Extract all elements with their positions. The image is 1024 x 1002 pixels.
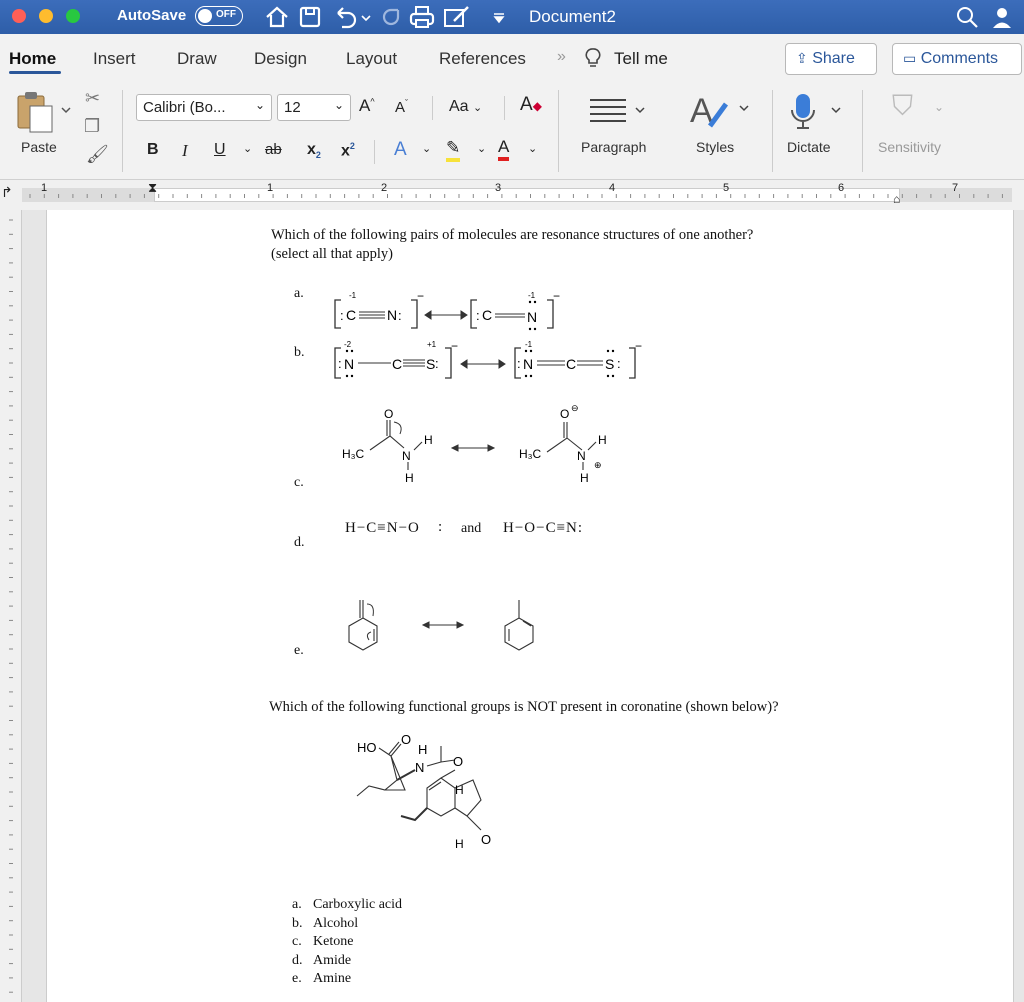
title-bar xyxy=(0,0,1024,34)
autosave-toggle[interactable]: OFF xyxy=(195,6,243,26)
atom-c: C xyxy=(346,307,357,323)
atom-c: C xyxy=(566,356,577,372)
atom-n: N xyxy=(402,449,411,463)
grow-font-icon[interactable]: A^ xyxy=(359,96,375,115)
atom-o: O xyxy=(453,754,464,769)
ion-charge: − xyxy=(451,339,459,353)
atom-h: H xyxy=(405,471,414,485)
ion-charge: − xyxy=(553,289,561,303)
italic-button[interactable]: I xyxy=(182,141,188,160)
copy-icon[interactable]: ❐ xyxy=(84,116,101,136)
lone-pair: : xyxy=(340,308,344,323)
question-2-text: Which of the following functional groups is NOT present in coronatine (shown below)? xyxy=(269,699,779,715)
document-title: Document2 xyxy=(529,7,616,26)
structure-b xyxy=(329,338,649,388)
answer-option-e[interactable]: e. Amine xyxy=(292,971,352,986)
atom-h: H xyxy=(424,433,433,447)
clear-formatting-icon[interactable]: A◆ xyxy=(520,94,542,115)
styles-icon[interactable] xyxy=(688,90,752,132)
strikethrough-button[interactable]: ab xyxy=(265,141,282,158)
question-1-instruction: (select all that apply) xyxy=(271,246,393,262)
atom-c: C xyxy=(392,356,403,372)
structure-d-and: and xyxy=(461,521,482,536)
right-indent-marker-icon[interactable]: ⌂ xyxy=(893,192,901,206)
atom-o: O xyxy=(481,832,492,847)
atom-s: S xyxy=(605,356,615,372)
print-icon[interactable] xyxy=(408,4,436,30)
customize-toolbar-icon[interactable] xyxy=(492,4,506,30)
hydroxyl-group: HO xyxy=(357,740,377,755)
ruler-number: 2 xyxy=(381,182,388,194)
vertical-ruler[interactable] xyxy=(0,210,22,1002)
ruler-number: 6 xyxy=(838,182,845,194)
structure-a xyxy=(329,286,559,338)
horizontal-ruler[interactable] xyxy=(0,180,1024,210)
tab-references[interactable]: References xyxy=(439,49,526,68)
atom-n: N xyxy=(523,356,534,372)
structure-c xyxy=(342,402,672,488)
highlight-dropdown-icon[interactable]: ⌄ xyxy=(477,143,487,155)
option-a-label: a. xyxy=(294,286,304,301)
option-e-label: e. xyxy=(294,643,304,658)
structure-d-right: H−O−C≡N: xyxy=(503,520,584,536)
coronatine-structure xyxy=(343,730,543,862)
methyl-group: H₃C xyxy=(342,447,365,461)
tab-insert[interactable]: Insert xyxy=(93,49,136,68)
redo-icon[interactable] xyxy=(378,4,404,30)
lightbulb-icon xyxy=(584,47,602,69)
svg-text::: : xyxy=(435,356,439,371)
answer-option-a[interactable]: a. Carboxylic acid xyxy=(292,897,403,912)
negative-charge: ⊖ xyxy=(571,403,579,413)
text-effects-icon[interactable]: A xyxy=(394,139,407,160)
ruler-number: 5 xyxy=(723,182,730,194)
svg-text::: : xyxy=(398,308,402,323)
highlight-icon[interactable]: ✎ xyxy=(446,138,460,162)
atom-h: H xyxy=(418,742,428,757)
font-size-select[interactable]: 12 ⌄ xyxy=(277,94,351,121)
superscript-button[interactable]: $x^2$ xyxy=(341,141,355,160)
tab-design[interactable]: Design xyxy=(254,49,307,68)
microphone-icon[interactable] xyxy=(788,90,844,132)
structure-d-lonepair: : xyxy=(438,519,443,535)
zoom-window-button[interactable] xyxy=(66,9,80,23)
indent-marker-icon[interactable]: ⧗ xyxy=(148,180,158,195)
paragraph-label[interactable]: Paragraph xyxy=(581,139,647,155)
formal-charge: -1 xyxy=(528,291,536,300)
formal-charge: -1 xyxy=(349,291,357,300)
edit-document-icon[interactable] xyxy=(442,4,472,30)
paste-icon[interactable] xyxy=(12,90,72,134)
svg-text::: : xyxy=(517,356,521,371)
search-icon[interactable] xyxy=(954,4,980,30)
atom-o: O xyxy=(401,732,412,747)
atom-n: N xyxy=(415,760,425,775)
subscript-button[interactable]: $x_2$ xyxy=(307,141,321,161)
atom-o: O xyxy=(560,407,570,421)
dictate-label[interactable]: Dictate xyxy=(787,139,831,155)
methyl-group: H₃C xyxy=(519,447,542,461)
answer-option-d[interactable]: d. Amide xyxy=(292,952,352,968)
styles-label[interactable]: Styles xyxy=(696,139,735,155)
ruler-number: 3 xyxy=(495,182,502,194)
option-b-label: b. xyxy=(294,345,305,360)
document-page[interactable] xyxy=(46,210,1014,1002)
sensitivity-dropdown-icon: ⌄ xyxy=(934,100,945,114)
atom-s: S xyxy=(426,356,436,372)
option-d-label: d. xyxy=(294,535,305,550)
atom-h: H xyxy=(455,783,464,797)
sensitivity-label: Sensitivity xyxy=(878,139,942,155)
structure-e xyxy=(333,578,553,658)
paragraph-icon[interactable] xyxy=(586,96,648,126)
format-painter-icon[interactable]: 🖌 xyxy=(86,144,109,164)
answer-option-c[interactable]: c. Ketone xyxy=(292,934,354,949)
comments-button[interactable]: ▭ Comments xyxy=(892,43,1022,75)
ribbon-tabs xyxy=(0,34,1024,84)
tab-layout[interactable]: Layout xyxy=(346,49,398,68)
save-icon[interactable] xyxy=(297,4,323,30)
share-icon: ⇪ xyxy=(796,50,808,66)
atom-c: C xyxy=(482,307,493,323)
ruler-number: 4 xyxy=(609,182,616,194)
share-button[interactable]: ⇪ Share xyxy=(785,43,877,75)
tell-me-search[interactable]: Tell me xyxy=(614,49,668,68)
formal-charge: -1 xyxy=(525,340,533,349)
underline-button[interactable]: U xyxy=(214,141,226,158)
atom-h: H xyxy=(580,471,589,485)
cut-icon[interactable]: ✂ xyxy=(85,88,101,108)
font-color-dropdown-icon[interactable]: ⌄ xyxy=(528,143,538,155)
ion-charge: − xyxy=(635,339,643,353)
svg-text:A: A xyxy=(690,92,713,130)
tab-home[interactable]: Home xyxy=(9,49,57,68)
atom-o: O xyxy=(384,407,394,421)
close-window-button[interactable] xyxy=(12,9,26,23)
svg-text::: : xyxy=(617,356,621,371)
ruler-number: 1 xyxy=(267,182,274,194)
svg-text::: : xyxy=(476,308,480,323)
structure-d xyxy=(345,516,665,546)
paste-label[interactable]: Paste xyxy=(21,139,57,155)
active-tab-indicator xyxy=(9,71,61,74)
autosave-label: AutoSave xyxy=(117,7,187,24)
underline-dropdown-icon[interactable]: ⌄ xyxy=(243,143,253,155)
tab-stop-icon[interactable]: ↱ xyxy=(1,184,13,200)
undo-icon[interactable] xyxy=(332,4,372,30)
svg-text::: : xyxy=(338,356,342,371)
atom-n: N xyxy=(344,356,355,372)
atom-n: N xyxy=(527,309,538,325)
positive-charge: ⊕ xyxy=(594,460,602,470)
vertical-ruler-ticks xyxy=(0,210,22,1002)
atom-n: N xyxy=(387,307,398,323)
sensitivity-icon: ⛉ xyxy=(892,90,914,121)
question-1-text: Which of the following pairs of molecules are resonance structures of one another? xyxy=(271,227,754,243)
comment-icon: ▭ xyxy=(903,50,917,66)
bold-button[interactable]: B xyxy=(147,141,159,158)
answer-option-b[interactable]: b. Alcohol xyxy=(292,915,359,931)
home-icon[interactable] xyxy=(264,4,290,30)
more-tabs-icon[interactable]: » xyxy=(557,48,566,65)
ruler-number: 7 xyxy=(952,182,959,194)
change-case-button[interactable]: Aa ⌄ xyxy=(449,98,483,115)
atom-h: H xyxy=(455,837,464,851)
formal-charge: +1 xyxy=(427,340,437,349)
font-color-icon[interactable]: A xyxy=(498,137,509,161)
tab-draw[interactable]: Draw xyxy=(177,49,217,68)
atom-n: N xyxy=(577,449,586,463)
text-effects-dropdown-icon[interactable]: ⌄ xyxy=(422,143,432,155)
ion-charge: − xyxy=(417,289,425,303)
formal-charge: -2 xyxy=(344,340,352,349)
answer-options xyxy=(292,896,402,989)
font-name-select[interactable]: Calibri (Bo... ⌄ xyxy=(136,94,272,121)
ruler-number: 1 xyxy=(41,182,48,194)
structure-d-left: H−C≡N−O xyxy=(345,520,420,536)
home-ribbon xyxy=(0,84,1024,180)
option-c-label: c. xyxy=(294,475,304,490)
account-icon[interactable] xyxy=(990,4,1018,30)
atom-h: H xyxy=(598,433,607,447)
shrink-font-icon[interactable]: $A^ˇ$ xyxy=(395,98,409,116)
minimize-window-button[interactable] xyxy=(39,9,53,23)
